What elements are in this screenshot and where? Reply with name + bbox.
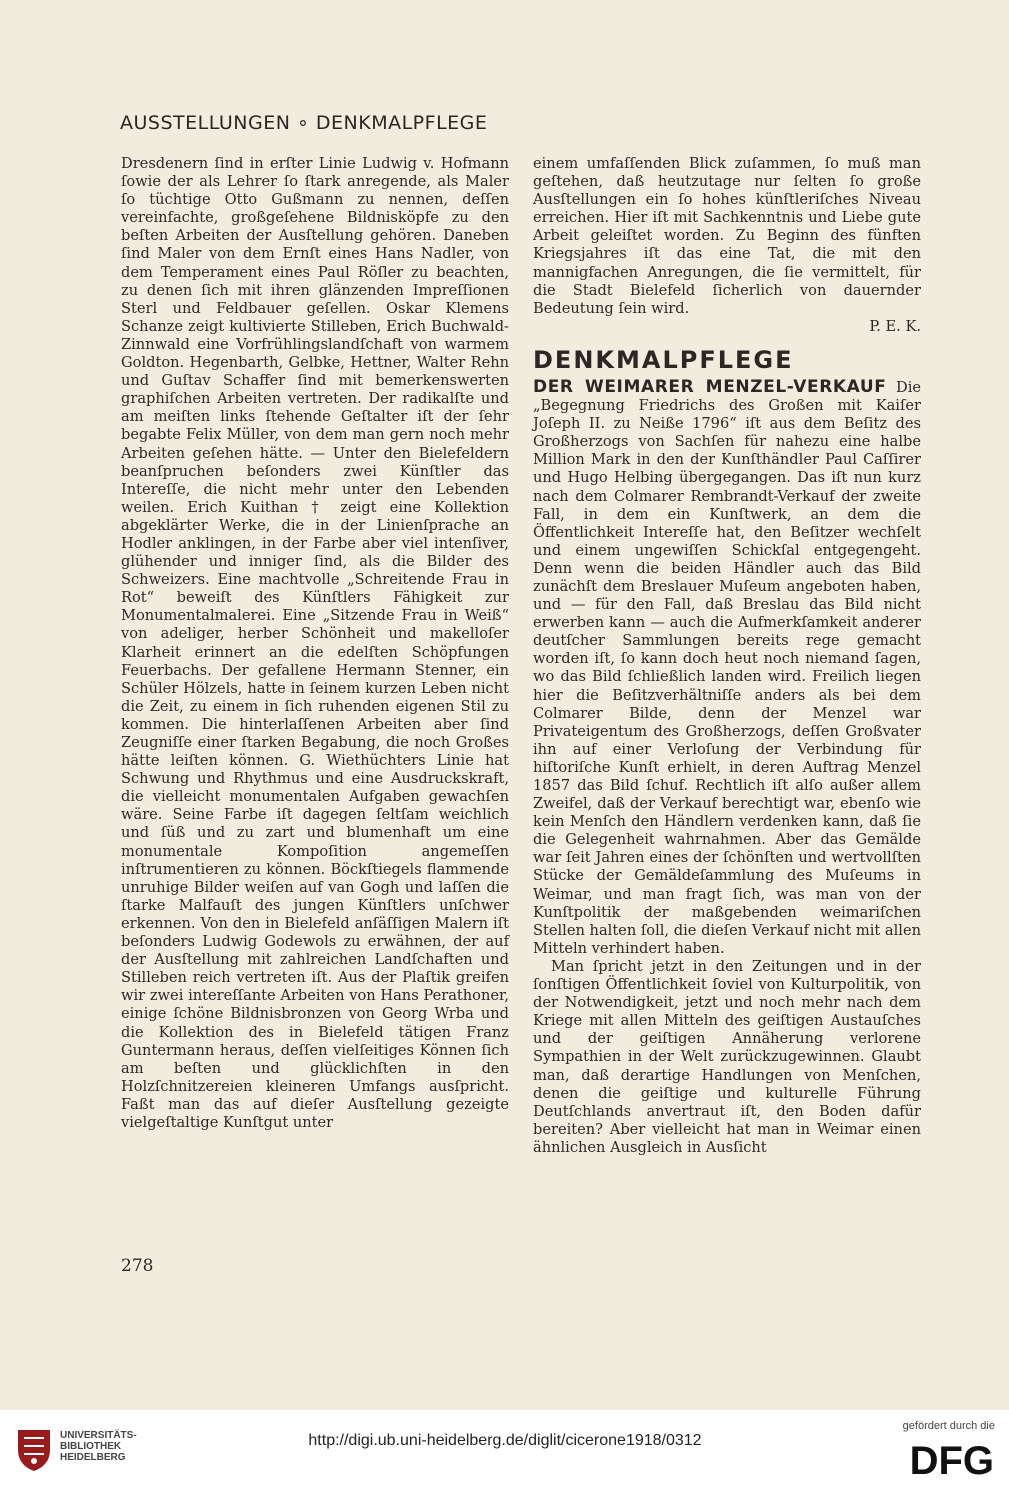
exhibition-review-ending: einem umfaſſenden Blick zuſammen, ſo muß man geſtehen, daß heutzutage nur ſelten ſo große Ausſtellungen ein ſo hohes künſtleriſches Niveau erreichen. Hier iſt mit Sachkenntnis und Liebe gute Arbeit geleiſtet worden. Zu Beginn des fünften Kriegsjahres iſt das eine Tat, die mit den mannigfachen Anregungen, die ſie vermittelt, für die Stadt Bielefeld ſicherlich von dauernder Bedeutung ſein wird.	[533, 155, 921, 317]
university-seal-icon	[14, 1426, 54, 1472]
library-name-line: HEIDELBERG	[60, 1452, 126, 1463]
article-text: Die „Begegnung Friedrichs des Großen mit Kaiſer Joſeph II. zu Neiße 1796“ iſt aus dem Beſitz des Großherzogs von Sachſen für nahezu eine halbe Million Mark in den der Kunſthändler Paul Caſſirer und Hugo Helbing übergegangen. Das iſt nun kurz nach dem Colmarer Rembrandt-Verkauf der zweite Fall, in dem ein Kunſtwerk, an dem die Öffentlichkeit Intereſſe hat, den Beſitzer wechſelt und einem ungewiſſen Schickſal entgegengeht. Denn wenn die beiden Händler auch das Bild zunächſt dem Breslauer Muſeum angeboten haben, und — für den Fall, daß Breslau das Bild nicht erwerben kann — auch die Aufmerkſamkeit anderer deutſcher Sammlungen bereits rege gemacht worden iſt, ſo kann doch heut noch niemand ſagen, wo das Bild ſchließlich landen wird. Freilich liegen hier die Beſitzverhältniſſe anders als bei dem Colmarer Bilde, denn der Menzel war Privateigentum des Großherzogs, deſſen Großvater ihn auf einer Verloſung der Verbindung für hiſtoriſche Kunſt erhielt, in deren Auftrag Menzel 1857 das Bild ſchuf. Rechtlich iſt alſo außer allem Zweifel, daß der Verkauf berechtigt war, ebenſo wie kein Menſch den Händlern verdenken kann, daß ſie die Gelegenheit wahrnahmen. Aber das Gemälde war ſeit Jahren eines der ſchönſten und wertvollſten Stücke der Gemäldeſammlung des Muſeums in Weimar, und man fragt ſich, was man von der Kunſtpolitik der maßgebenden weimariſchen Stellen halten ſoll, die dieſen Verkauf nicht mit allen Mitteln verhindert haben.	[533, 378, 922, 957]
left-column-text: Dresdenern ſind in erſter Linie Ludwig v. Hofmann ſowie der als Lehrer ſo ſtark anregende, als Maler ſo tüchtige Otto Gußmann zu nennen, deſſen vereinfachte, großgeſehene Bildnisköpfe zu den beſten Arbeiten der Ausſtellung gehören. Daneben ſind Maler von dem Ernſt eines Hans Nadler, von dem Temperament eines Paul Röſler zu beachten, zu denen ſich mit ihren glänzenden Impreſſionen Sterl und Feldbauer geſellen. Oskar Klemens Schanze zeigt kultivierte Stilleben, Erich Buchwald-Zinnwald eine Vorfrühlingslandſchaft von warmem Goldton. Hegenbarth, Gelbke, Hettner, Walter Rehn und Guſtav Schaffer ſind mit bemerkenswerten graphiſchen Arbeiten vertreten. Der radikalſte und am meiſten links ſtehende Geſtalter iſt der ſehr begabte Felix Müller, von dem man gern noch mehr Arbeiten geſehen hätte. — Unter den Bielefeldern beanſpruchen beſonders zwei Künſtler das Intereſſe, die nicht mehr unter den Lebenden weilen. Erich Kuithan † zeigt eine Kollektion abgeklärter Werke, die in der Linienſprache an Hodler anklingen, in der Farbe aber viel intenſiver, glühender und inniger ſind, als die Bilder des Schweizers. Eine machtvolle „Schreitende Frau in Rot“ beweiſt des Künſtlers Fähigkeit zur Monumentalmalerei. Eine „Sitzende Frau in Weiß“ von adeliger, herber Schönheit und makelloſer Klarheit erinnert an die edelſten Schöpfungen Feuerbachs. Der gefallene Hermann Stenner, ein Schüler Hölzels, hatte in ſeinem kurzen Leben nicht die Zeit, zu einem in ſich ruhenden eigenen Stil zu kommen. Die hinterlaſſenen Arbeiten aber ſind Zeugniſſe einer ſtarken Begabung, die noch Großes hätte leiſten können. G. Wiethüchters Linie hat Schwung und Rhythmus und eine Ausdruckskraft, die vielleicht monumentalen Aufgaben gewachſen wäre. Seine Farbe iſt dagegen ſeltſam weichlich und ſüß und zu zart und blumenhaft um eine monumentale Kompoſition angemeſſen inſtrumentieren zu können. Böckſtiegels flammende unruhige Bilder weiſen auf van Gogh und laſſen die ſtarke Malfauſt des jungen Künſtlers unſchwer erkennen. Von den in Bielefeld anſäſſigen Malern iſt beſonders Ludwig Godewols zu erwähnen, der auf der Ausſtellung mit zahlreichen Landſchaften und Stilleben reich vertreten iſt. Aus der Plaſtik greifen wir zwei intereſſante Arbeiten von Hans Perathoner, einige ſchöne Bildnisbronzen von Georg Wrba und die Kollektion des in Bielefeld tätigen Franz Guntermann heraus, deſſen vielſeitiges Können ſich am beſten und glücklichſten in den Holzſchnitzereien kleineren Umfangs ausſpricht. Faßt man das auf dieſer Ausſtellung gezeigte vielgeſtaltige Kunſtgut unter	[121, 155, 509, 1131]
dfg-logo-icon	[898, 1434, 994, 1482]
right-column	[533, 155, 921, 1157]
section-title: DENKMALPFLEGE	[533, 345, 794, 374]
page-number: 278	[121, 1256, 154, 1276]
closing-paragraph: Man ſpricht jetzt in den Zeitungen und in der ſonſtigen Öffentlichkeit ſoviel von Kulturpolitik, von der Notwendigkeit, jetzt und noch mehr nach dem Kriege mit allen Mitteln des geiſtigen Austauſches und der geiſtigen Annäherung verlorene Sympathien in der Welt zurückzugewinnen. Glaubt man, daß derartige Handlungen von Menſchen, denen die geiſtige und kulturelle Führung Deutſchlands anvertraut iſt, den Boden dafür bereiten? Aber vielleicht hat man in Weimar einen ähnlichen Ausgleich in Ausſicht	[533, 957, 921, 1156]
author-signature: P. E. K.	[869, 317, 921, 335]
library-name-line: BIBLIOTHEK	[60, 1441, 122, 1452]
left-column	[121, 155, 509, 1132]
source-url-link[interactable]: http://digi.ub.uni-heidelberg.de/diglit/cicerone1918/0312	[308, 1432, 702, 1449]
library-name-line: UNIVERSITÄTS-	[60, 1430, 137, 1441]
dfg-logo-text: DFG	[909, 1439, 994, 1482]
funder-caption: gefördert durch die	[902, 1420, 995, 1432]
article-title: DER WEIMARER MENZEL-VERKAUF	[533, 376, 887, 397]
running-head: AUSSTELLUNGEN ∘ DENKMALPFLEGE	[120, 112, 488, 134]
digitization-footer	[0, 1410, 1009, 1486]
library-name	[60, 1430, 170, 1463]
article-paragraph	[533, 378, 921, 958]
